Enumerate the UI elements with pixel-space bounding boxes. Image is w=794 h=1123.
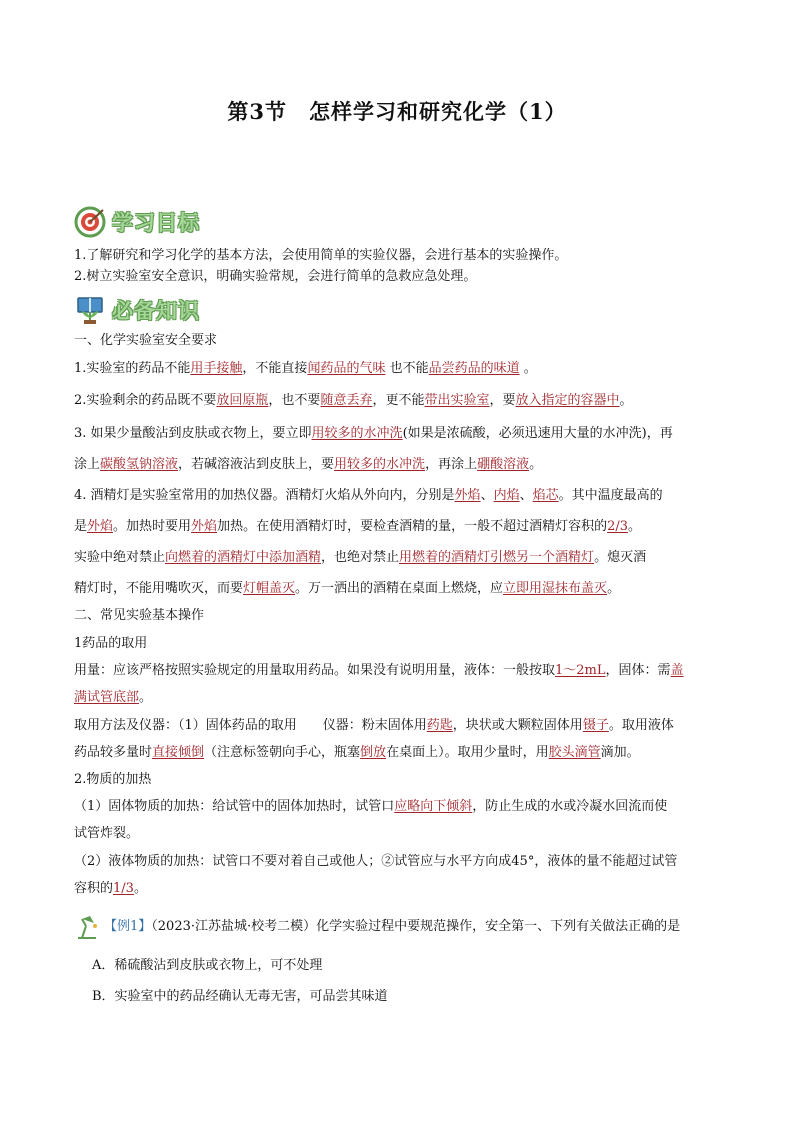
answer: 闻药品的气味: [307, 361, 386, 376]
answer: 硼酸溶液: [477, 457, 530, 472]
example-tag: 【例1】: [104, 919, 152, 934]
answer: 放回原瓶: [216, 393, 269, 408]
answer: 满试管底部: [74, 690, 140, 705]
answer: 立即用湿抹布盖灭: [503, 581, 608, 596]
answer: 1～2mL: [555, 663, 606, 678]
answer: 外焰: [454, 488, 481, 503]
heat-solid-line-1: （1）固体物质的加热：给试管中的固体加热时，试管口应略向下倾斜，防止生成的水或冷凝水回流而使: [74, 799, 668, 814]
essential-knowledge-banner: [74, 294, 200, 326]
section1-heading: 一、化学实验室安全要求: [74, 333, 218, 348]
answer: 用较多的水冲洗: [334, 457, 426, 472]
answer: 直接倾倒: [152, 745, 205, 760]
para-1: 1.实验室的药品不能用手接触，不能直接闻药品的气味 也不能品尝药品的味道 。: [74, 361, 537, 376]
answer: 应略向下倾斜: [394, 799, 473, 814]
subsection-reagent-heading: 1药品的取用: [74, 636, 148, 651]
answer: 药匙: [426, 718, 453, 733]
answer: 品尝药品的味道: [428, 361, 520, 376]
answer: 内焰: [493, 488, 520, 503]
example-question: [74, 914, 680, 940]
answer: 2/3: [607, 519, 628, 534]
dose-line-1: 用量：应该严格按照实验规定的用量取用药品。如果没有说明用量，液体：一般按取1～2mL，固体：需盖: [74, 663, 684, 678]
subsection-heating-heading: 2.物质的加热: [74, 772, 152, 787]
para-4-line-3: 实验中绝对禁止向燃着的酒精灯中添加酒精，也绝对禁止用燃着的酒精灯引燃另一个酒精灯。熄灭酒: [74, 550, 647, 565]
para-2: 2.实验剩余的药品既不要放回原瓶，也不要随意丢弃，更不能带出实验室，要放入指定的容器中。: [74, 393, 633, 408]
example-question-text: 化学实验过程中要规范操作，安全第一、下列有关做法正确的是: [316, 919, 681, 934]
heat-liquid-line-1: （2）液体物质的加热：试管口不要对着自己或他人；②试管应与水平方向成45°，液体的量不能超过试管: [74, 854, 678, 869]
method-line-2: 药品较多量时直接倾倒（注意标签朝向手心，瓶塞倒放在桌面上）。取用少量时，用胶头滴管滴加。: [74, 745, 640, 760]
answer: 外焰: [191, 519, 218, 534]
learning-goals-banner: [74, 206, 200, 238]
option-a: A．稀硫酸沾到皮肤或衣物上，可不处理: [92, 958, 323, 973]
para-4-line-2: 是外焰。加热时要用外焰加热。在使用酒精灯时，要检查酒精的量，一般不超过酒精灯容积的2/3。: [74, 519, 642, 534]
heat-solid-line-2: 试管炸裂。: [74, 826, 140, 841]
answer: 带出实验室: [424, 393, 490, 408]
answer: 胶头滴管: [548, 745, 601, 760]
answer: 向燃着的酒精灯中添加酒精: [165, 550, 322, 565]
goal-item-2: 2.树立实验室安全意识，明确实验常规，会进行简单的急救应急处理。: [74, 269, 477, 284]
answer: 盖: [670, 663, 684, 678]
para-3-line-2: 涂上碳酸氢钠溶液，若碱溶液沾到皮肤上，要用较多的水冲洗，再涂上硼酸溶液。: [74, 457, 543, 472]
target-icon: [74, 206, 106, 238]
section2-heading: 二、常见实验基本操作: [74, 608, 205, 623]
book-plant-icon: [74, 294, 106, 326]
method-line-1: 取用方法及仪器：（1）固体药品的取用 仪器：粉末固体用药匙，块状或大颗粒固体用镊子。取用液体: [74, 718, 674, 733]
answer: 镊子: [582, 718, 609, 733]
essential-knowledge-title: 必备知识: [112, 299, 200, 323]
answer: 用手接触: [190, 361, 243, 376]
para-4-line-4: 精灯时，不能用嘴吹灭，而要灯帽盖灭。万一洒出的酒精在桌面上燃烧，应立即用湿抹布盖灭。: [74, 581, 621, 596]
answer: 倒放: [360, 745, 387, 760]
learning-goals-title: 学习目标: [112, 211, 200, 235]
answer: 用较多的水冲洗: [311, 426, 403, 441]
answer: 随意丢弃: [320, 393, 373, 408]
answer: 外焰: [87, 519, 114, 534]
answer: 碳酸氢钠溶液: [100, 457, 179, 472]
heat-liquid-line-2: 容积的1/3。: [74, 881, 147, 896]
para-4-line-1: 4. 酒精灯是实验室常用的加热仪器。酒精灯火焰从外向内，分别是外焰、内焰、焰芯。其中温度最高的: [74, 488, 663, 503]
para-3-line-1: 3. 如果少量酸沾到皮肤或衣物上，要立即用较多的水冲洗(如果是浓硫酸，必须迅速用大量的水冲洗)，再: [74, 426, 673, 441]
page-title: 第3节 怎样学习和研究化学（1）: [227, 99, 567, 124]
answer: 1/3: [113, 881, 134, 896]
answer: 放入指定的容器中: [515, 393, 620, 408]
goal-item-1: 1.了解研究和学习化学的基本方法，会使用简单的实验仪器，会进行基本的实验操作。: [74, 248, 568, 263]
example-source: （2023·江苏盐城·校考二模）: [151, 919, 317, 934]
option-b: B．实验室中的药品经确认无毒无害，可品尝其味道: [92, 989, 388, 1004]
dose-line-2: 满试管底部。: [74, 690, 153, 705]
lamp-icon: [74, 914, 100, 940]
answer: 焰芯: [532, 488, 559, 503]
answer: 灯帽盖灭: [243, 581, 296, 596]
answer: 用燃着的酒精灯引燃另一个酒精灯: [399, 550, 595, 565]
